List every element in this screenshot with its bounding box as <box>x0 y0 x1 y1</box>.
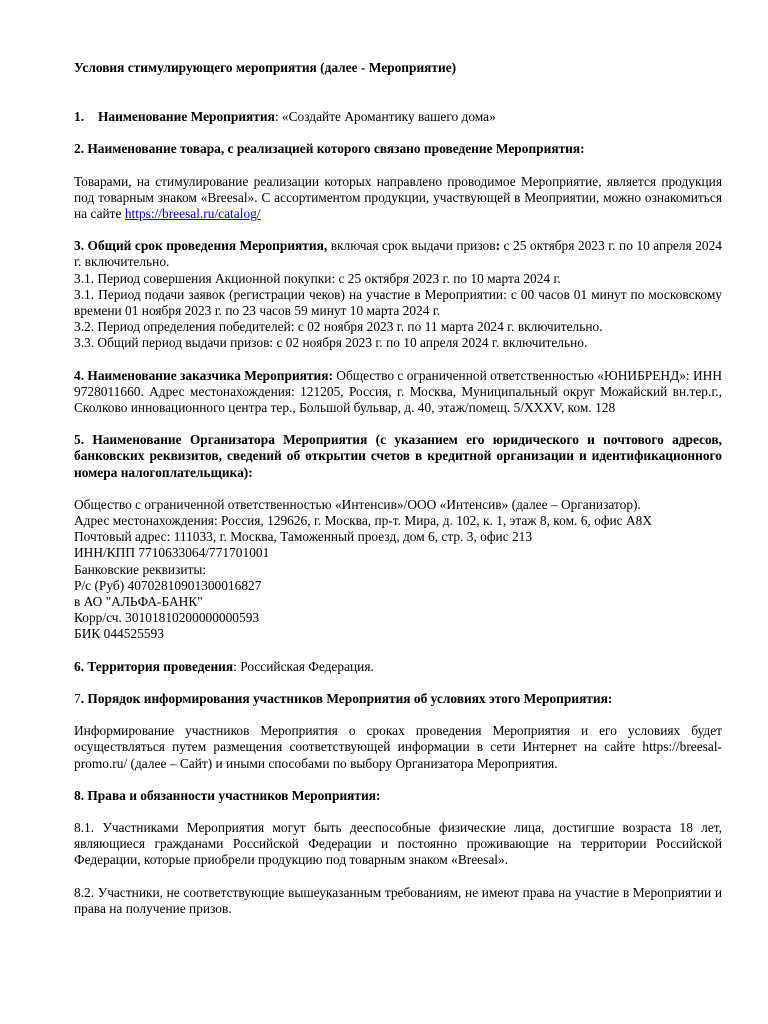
bik: БИК 044525593 <box>74 626 164 642</box>
organizer-name: Общество с ограниченной ответственностью «Интенсив»/ООО «Интенсив» (далее – Организатор). <box>74 496 641 512</box>
section-3-1-purchase-period: 3.1. Период совершения Акционной покупки: с 25 октября 2023 г. по 10 марта 2024 г. <box>74 270 561 286</box>
section-2-heading: 2. Наименование товара, с реализацией которого связано проведение Мероприятия: <box>74 141 585 157</box>
correspondent-account: Корр/сч. 30101810200000000593 <box>74 610 260 626</box>
section-1-number: 1. <box>74 109 85 125</box>
bank-details-label: Банковские реквизиты: <box>74 561 207 577</box>
section-2-text: Товарами, на стимулирование реализации которых направлено проводимое Мероприятие, является продукция под товарным знаком «Breesal». С ассортиментом продукции, участвующей в Меоприятии, можно ознакомиться на сайте https://breesal.ru/catalog/ <box>74 173 722 222</box>
section-7-heading: 7. Порядок информирования участников Мероприятия об условиях этого Мероприятия: <box>74 690 613 706</box>
bank-account: Р/с (Руб) 40702810901300016827 <box>74 577 262 593</box>
section-8-heading: 8. Права и обязанности участников Мероприятия: <box>74 787 381 803</box>
section-1-text: : «Создайте Аромантику вашего дома» <box>274 109 496 125</box>
section-3-1-application-period: 3.1. Период подачи заявок (регистрации чеков) на участие в Мероприятии: с 00 часов 01 минут по московскому времени 01 ноября 2023 г. по 23 часов 59 минут 10 марта 2024 г. <box>74 286 722 319</box>
section-1 <box>74 109 722 125</box>
section-5-heading: 5. Наименование Организатора Мероприятия (с указанием его юридического и почтового адресов, банковских реквизитов, сведений об открытии счетов в кредитной организации и идентификационного номера налогоплательщика): <box>74 432 722 480</box>
organizer-address: Адрес местонахождения: Россия, 129626, г. Москва, пр-т. Мира, д. 102, к. 1, этаж 8, ком. 6, офис А8Х <box>74 513 652 529</box>
section-1-heading: Наименование Мероприятия <box>98 109 275 125</box>
catalog-link[interactable]: https://breesal.ru/catalog/ <box>124 206 261 222</box>
organizer-inn-kpp: ИНН/КПП 7710633064/771701001 <box>74 545 270 561</box>
section-8-1: 8.1. Участниками Мероприятия могут быть дееспособные физические лица, достигшие возраста 18 лет, являющиеся гражданами Российской Федерации и постоянно проживающие на территории Российской Федерации, которые приобрели продукцию под товарным знаком «Breesal». <box>74 819 722 868</box>
section-7-text: Информирование участников Мероприятия о сроках проведения Мероприятия и его условиях будет осуществляться путем размещения соответствующей информации в сети Интернет на сайте https://breesal-promo.ru/ (далее – Сайт) и иными способами по выбору Организатора Мероприятия. <box>74 723 722 771</box>
document-body <box>74 60 722 917</box>
section-4: 4. Наименование заказчика Мероприятия: Общество с ограниченной ответственностью «ЮНИБРЕНД»: ИНН 9728011660. Адрес местонахождения: 121205, Россия, г. Москва, Муниципальный округ Можайский вн.тер.г., Сколково инновационного центра тер., Большой бульвар, д. 40, этаж/помещ. 5/XXXV, ком. 128 <box>74 367 722 416</box>
section-8-2: 8.2. Участники, не соответствующие вышеуказанным требованиям, не имеют права на участие в Мероприятии и права на получение призов. <box>74 884 722 916</box>
bank-name: в АО "АЛЬФА-БАНК" <box>74 594 203 610</box>
document-title: Условия стимулирующего мероприятия (далее - Мероприятие) <box>74 60 457 75</box>
section-3-2-winners-period: 3.2. Период определения победителей: с 02 ноября 2023 г. по 11 марта 2024 г. включительно. <box>74 319 603 335</box>
section-3-intro: 3. Общий срок проведения Мероприятия, включая срок выдачи призов: с 25 октября 2023 г. по 10 апреля 2024 г. включительно. <box>74 238 722 270</box>
section-6: 6. Территория проведения: Российская Федерация. <box>74 658 374 674</box>
section-3-3-prize-period: 3.3. Общий период выдачи призов: с 02 ноября 2023 г. по 10 апреля 2024 г. включительно. <box>74 335 588 351</box>
organizer-postal-address: Почтовый адрес: 111033, г. Москва, Таможенный проезд, дом 6, стр. 3, офис 213 <box>74 529 533 545</box>
